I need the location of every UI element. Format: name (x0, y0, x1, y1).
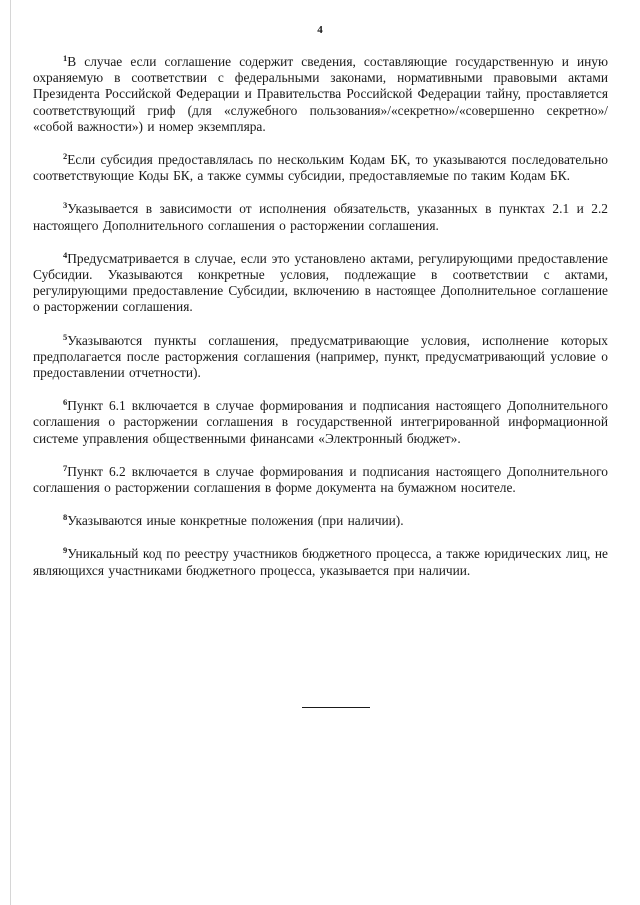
footnote-mark: 4 (63, 249, 68, 260)
footnote-text: Указывается в зависимости от исполнения обязательств, указанных в пунктах 2.1 и 2.2 настоящего Дополнительного соглашения о расторжении соглашения. (33, 201, 608, 233)
footnote-text: Пункт 6.2 включается в случае формирования и подписания настоящего Дополнительного соглашения о расторжении соглашения в форме документа на бумажном носителе. (33, 463, 608, 496)
footnote-text: В случае если соглашение содержит сведения, составляющие государственную и иную охраняемую в соответствии с федеральными законами, нормативными правовыми актами Президента Российской Федерации и Правительства Российской Федерации тайну, проставляется соответствующий гриф (для «служебного пользования»/«секретно»/«совершенно секретно»/ «собой важности») и номер экземпляра. (33, 54, 608, 134)
footnote-9 (33, 546, 608, 578)
footnote-mark: 6 (63, 397, 68, 408)
footnotes-list (33, 54, 608, 596)
footnote-mark: 1 (63, 53, 68, 63)
footnote-mark: 9 (63, 545, 68, 556)
footnote-4 (33, 251, 608, 316)
footnote-2 (33, 152, 608, 184)
footnote-6 (33, 398, 608, 447)
footnote-mark: 7 (63, 462, 68, 473)
footnote-text: Указываются пункты соглашения, предусматривающие условия, исполнение которых предполагается после расторжения соглашения (например, пункт, предусматривающий условие о предоставлении отчетности). (33, 332, 608, 381)
footnote-mark: 2 (63, 151, 68, 162)
footnote-text: Уникальный код по реестру участников бюджетного процесса, а также юридических лиц, не являющихся участниками бюджетного процесса, указывается при наличии. (33, 546, 608, 578)
footnote-mark: 5 (63, 331, 68, 342)
footnote-mark: 8 (63, 512, 68, 523)
footnote-1 (33, 54, 608, 135)
page-number: 4 (317, 24, 323, 36)
footnote-text: Предусматривается в случае, если это установлено актами, регулирующими предоставление Субсидии. Указываются конкретные условия, подлежащие в соответствии с актами, регулирующими предоставление Субсидии, включению в настоящее Дополнительное соглашение о расторжении соглашения. (33, 250, 608, 315)
scan-edge-line (10, 0, 11, 905)
footnote-text: Если субсидия предоставлялась по нескольким Кодам БК, то указываются последовательно соответствующие Коды БК, а также суммы субсидии, предоставляемые по таким Кодам БК. (33, 152, 608, 184)
footnote-7 (33, 464, 608, 496)
end-separator-line (302, 707, 370, 708)
footnote-8 (33, 513, 608, 529)
footnote-mark: 3 (63, 200, 68, 211)
footnote-text: Пункт 6.1 включается в случае формирования и подписания настоящего Дополнительного соглашения о расторжении соглашения в государственной интегрированной информационной системе управления общественными финансами «Электронный бюджет». (33, 398, 608, 446)
footnote-text: Указываются иные конкретные положения (при наличии). (67, 513, 404, 529)
footnote-5 (33, 333, 608, 382)
footnote-3 (33, 201, 608, 233)
